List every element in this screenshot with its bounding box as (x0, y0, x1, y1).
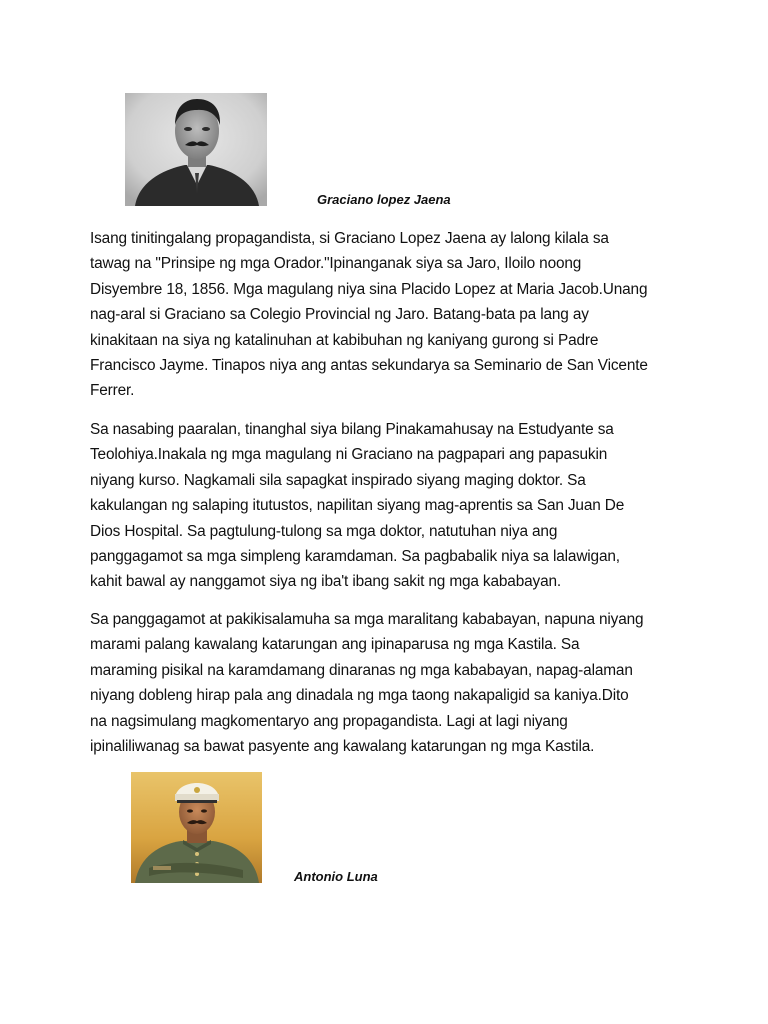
text-line: Sa panggagamot at pakikisalamuha sa mga maralitang kababayan, napuna niyang (90, 611, 644, 628)
paragraph (90, 607, 686, 759)
portrait-photo-antonio-luna (131, 772, 262, 883)
text-line: kahit bawal ay nanggamot siya ng iba't ibang sakit ng mga kababayan. (90, 573, 562, 591)
text-line: kakulangan ng salaping itutustos, napilitan siyang mag-aprentis sa San Juan De (90, 497, 625, 515)
text-line: Ferrer. (90, 382, 135, 400)
text-line: maraming pisikal na karamdamang dinaranas ng mga kababayan, napag-alaman (90, 661, 633, 679)
text-line: ipinaliliwanag sa bawat pasyente ang kawalang katarungan ng mga Kastila. (90, 738, 595, 756)
text-line: Isang tinitingalang propagandista, si Graciano Lopez Jaena ay lalong kilala sa (90, 230, 609, 247)
text-line: Disyembre 18, 1856. Mga magulang niya sina Placido Lopez at Maria Jacob.Unang (90, 280, 648, 298)
text-line: tawag na "Prinsipe ng mga Orador."Ipinanganak siya sa Jaro, Iloilo noong (90, 255, 582, 273)
portrait-photo-military-color-icon (131, 772, 262, 883)
text-line: na nagsimulang magkomentaryo ang propagandista. Lagi at lagi niyang (90, 712, 568, 730)
figure-caption: Antonio Luna (294, 869, 378, 884)
text-line: Francisco Jayme. Tinapos niya ang antas sekundarya sa Seminario de San Vicente (90, 357, 648, 375)
paragraph (90, 417, 686, 595)
text-line: Sa nasabing paaralan, tinanghal siya bilang Pinakamahusay na Estudyante sa (90, 421, 614, 438)
text-line: kinakitaan na siya ng katalinuhan at kabibuhan ng kaniyang gurong si Padre (90, 331, 599, 349)
text-line: Dios Hospital. Sa pagtulung-tulong sa mga doktor, natutuhan niya ang (90, 522, 558, 540)
portrait-photo-grayscale-icon (125, 93, 267, 206)
text-line: nag-aral si Graciano sa Colegio Provincial ng Jaro. Batang-bata pa lang ay (90, 306, 589, 324)
text-line: Teolohiya.Inakala ng mga magulang ni Graciano na pagpapari ang papasukin (90, 446, 608, 464)
text-line: panggagamot sa mga simpleng karamdaman. Sa pagbabalik niya sa lalawigan, (90, 548, 620, 566)
text-line: marami palang kawalang katarungan ang ipinaparusa ng mga Kastila. Sa (90, 636, 580, 654)
text-line: niyang kurso. Nagkamali sila sapagkat inspirado siyang maging doktor. Sa (90, 471, 586, 489)
text-line: niyang dobleng hirap pala ang dinadala ng mga taong nakapaligid sa kaniya.Dito (90, 687, 629, 705)
portrait-photo-graciano (125, 93, 267, 206)
paragraph (90, 226, 686, 404)
figure-caption: Graciano lopez Jaena (317, 192, 451, 207)
